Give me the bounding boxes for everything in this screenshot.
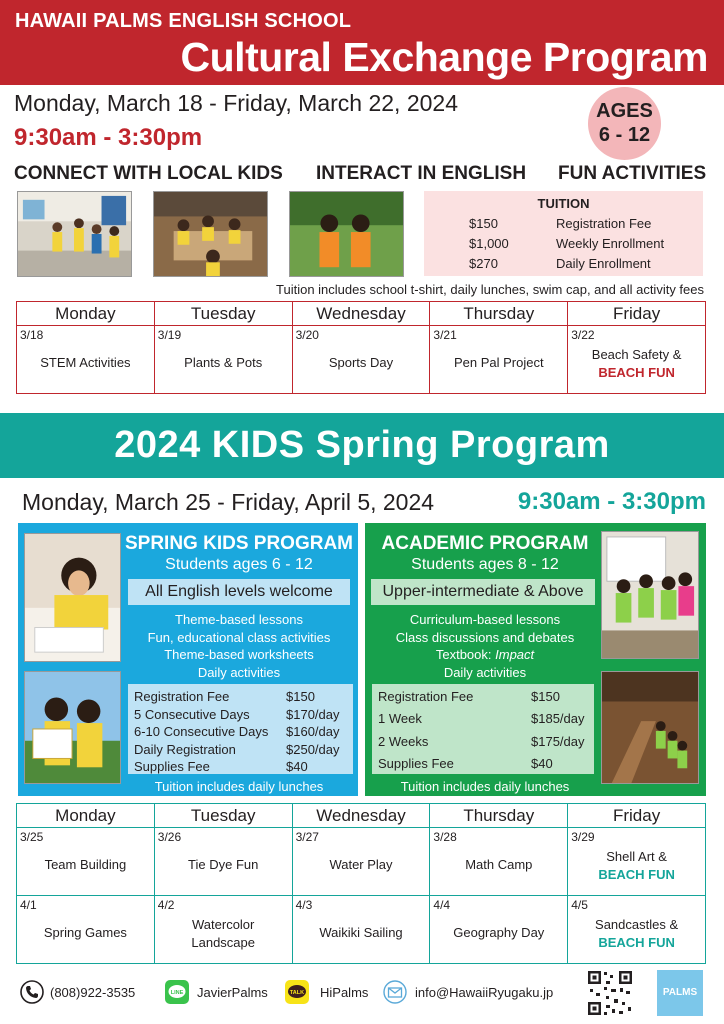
schedule-cell (568, 828, 706, 896)
cell-date: 3/25 (20, 830, 44, 844)
schedule-cell (154, 896, 292, 964)
spring-title: 2024 KIDS Spring Program (114, 424, 610, 466)
panel-line: Theme-based lessons (175, 612, 303, 627)
cell-activity: Water Play (329, 857, 393, 872)
schedule-cell (17, 828, 155, 896)
cell-activity: Watercolor (192, 917, 255, 932)
panel-lines (123, 611, 355, 681)
cell-activity: STEM Activities (40, 355, 131, 370)
fee-box (372, 684, 594, 774)
cell-activity: Math Camp (465, 857, 533, 872)
schedule-cell (154, 326, 292, 394)
panel-title: SPRING KIDS PROGRAM (124, 533, 354, 554)
school-name: HAWAII PALMS ENGLISH SCHOOL (15, 10, 352, 32)
panel-level: All English levels welcome (128, 579, 350, 605)
ages-badge (588, 87, 661, 160)
fee-label: 5 Consecutive Days (134, 706, 250, 722)
schedule-cell (292, 896, 430, 964)
exchange-time: 9:30am - 3:30pm (14, 124, 203, 151)
tuition-amount: $1,000 (469, 236, 509, 251)
photo-kids-table (153, 191, 268, 277)
contact-footer (0, 972, 724, 1022)
cell-date: 3/28 (433, 830, 457, 844)
cell-date: 4/3 (295, 898, 313, 912)
cell-date: 3/20 (295, 328, 319, 342)
cell-date: 3/29 (571, 830, 595, 844)
tuition-title: TUITION (537, 196, 590, 211)
schedule-cell (430, 896, 568, 964)
schedule-row (17, 326, 706, 394)
day-header: Thursday (430, 804, 568, 828)
phone-icon (20, 980, 44, 1004)
fee-value: $250/day (286, 741, 340, 757)
cell-activity: Pen Pal Project (453, 355, 544, 370)
panel-line: Curriculum-based lessons (409, 612, 561, 627)
schedule-cell (568, 896, 706, 964)
photo-classroom-dance (17, 191, 132, 277)
panel-line: Daily activities (197, 664, 281, 680)
cell-date: 3/27 (295, 830, 319, 844)
day-header: Friday (568, 804, 706, 828)
schedule-cell (17, 326, 155, 394)
cell-activity: Plants & Pots (184, 355, 263, 370)
cell-date: 4/1 (20, 898, 37, 912)
spring-banner (0, 413, 724, 478)
fee-label: Registration Fee (134, 689, 230, 704)
cell-date: 3/18 (20, 328, 44, 342)
day-header: Wednesday (292, 302, 430, 326)
cell-activity: Sandcastles & (595, 917, 679, 932)
feature-connect: CONNECT WITH LOCAL KIDS (14, 163, 283, 184)
photo-students-stairs (601, 671, 699, 784)
header-banner (0, 0, 724, 85)
schedule-cell (568, 326, 706, 394)
fee-value: $185/day (531, 711, 585, 726)
ages-value: 6 - 12 (598, 124, 651, 146)
fee-value: $40 (286, 759, 308, 774)
tuition-row (469, 216, 699, 236)
schedule-row (17, 896, 706, 964)
tuition-desc: Registration Fee (556, 216, 652, 231)
line-icon-text: LINE (170, 990, 184, 996)
fee-value: $150 (286, 689, 315, 704)
day-header: Monday (17, 804, 155, 828)
tuition-box (424, 191, 703, 276)
cell-date: 4/2 (157, 898, 175, 912)
cell-date: 4/5 (571, 898, 588, 912)
schedule-header-row (17, 804, 706, 828)
fee-label: 2 Weeks (378, 734, 429, 749)
page-title: Cultural Exchange Program (180, 34, 708, 80)
spring-time: 9:30am - 3:30pm (517, 488, 706, 515)
photo-students-group (601, 531, 699, 659)
cell-activity: Team Building (44, 857, 127, 872)
cell-activity-line2: Landscape (191, 935, 255, 950)
cell-activity: Sports Day (328, 355, 394, 370)
schedule-cell (292, 828, 430, 896)
palms-logo-text: PALMS (662, 987, 698, 998)
panel-line (370, 646, 600, 664)
panel-lines (370, 611, 600, 681)
panel-title: ACADEMIC PROGRAM (381, 533, 589, 554)
feature-fun: FUN ACTIVITIES (558, 163, 707, 184)
tuition-desc: Daily Enrollment (556, 256, 651, 271)
cell-activity-wrap (568, 346, 705, 382)
fee-value: $160/day (286, 724, 340, 739)
spring-dates: Monday, March 25 - Friday, April 5, 2024 (22, 489, 435, 515)
panel-line: Theme-based worksheets (164, 647, 314, 662)
fee-label: Daily Registration (134, 741, 236, 757)
fee-box (128, 684, 353, 774)
day-header: Wednesday (292, 804, 430, 828)
feature-interact: INTERACT IN ENGLISH (316, 163, 527, 184)
photo-girl-drawing (24, 533, 121, 662)
schedule-cell (430, 828, 568, 896)
fee-value: $150 (531, 689, 560, 704)
cell-date: 3/22 (571, 328, 595, 342)
photo-kids-field (289, 191, 404, 277)
exchange-dates: Monday, March 18 - Friday, March 22, 2024 (14, 90, 459, 116)
fee-value: $175/day (531, 734, 585, 749)
day-header: Tuesday (154, 302, 292, 326)
cell-activity-wrap (155, 916, 292, 952)
day-header: Tuesday (154, 804, 292, 828)
line-id[interactable]: JavierPalms (197, 985, 268, 1000)
tuition-amount: $150 (469, 216, 498, 231)
schedule-cell (154, 828, 292, 896)
fee-label: Registration Fee (378, 689, 474, 704)
fee-value: $170/day (286, 706, 340, 722)
schedule-header-row (17, 302, 706, 326)
schedule-cell (292, 326, 430, 394)
spring-schedule (16, 803, 706, 964)
tuition-row (469, 236, 699, 256)
cell-activity: Shell Art & (606, 849, 667, 864)
panel-level: Upper-intermediate & Above (371, 579, 595, 605)
cell-date: 4/4 (433, 898, 451, 912)
talk-icon-text: TALK (289, 990, 305, 996)
fee-value: $40 (531, 756, 553, 771)
cell-activity: Spring Games (43, 925, 127, 940)
panel-subtitle: Students ages 8 - 12 (411, 556, 559, 573)
textbook-title: Impact (495, 647, 535, 662)
panel-line: Class discussions and debates (395, 629, 575, 645)
cell-highlight: BEACH FUN (598, 365, 675, 380)
tuition-amount: $270 (469, 256, 498, 271)
tuition-desc: Weekly Enrollment (556, 236, 665, 251)
fee-label: 1 Week (378, 711, 422, 726)
ages-label: AGES (596, 100, 653, 122)
cell-highlight: BEACH FUN (598, 935, 675, 950)
palms-logo (657, 970, 703, 1016)
cell-activity-wrap (568, 848, 705, 884)
panel-footer: Tuition includes daily lunches (400, 779, 570, 794)
cell-activity: Tie Dye Fun (188, 857, 259, 872)
exchange-schedule (16, 301, 706, 394)
panel-line: Fun, educational class activities (147, 629, 331, 645)
talk-id[interactable]: HiPalms (320, 985, 369, 1000)
day-header: Thursday (430, 302, 568, 326)
panel-footer: Tuition includes daily lunches (154, 779, 324, 794)
phone-number[interactable]: (808)922-3535 (50, 985, 136, 1000)
schedule-row (17, 828, 706, 896)
kakaotalk-icon (285, 980, 309, 1004)
email-address[interactable]: info@HawaiiRyugaku.jp (415, 985, 554, 1000)
cell-highlight: BEACH FUN (598, 867, 675, 882)
cell-date: 3/19 (157, 328, 182, 342)
mail-icon (383, 980, 407, 1004)
cell-date: 3/26 (157, 830, 182, 844)
textbook-label: Textbook: (435, 647, 496, 662)
tuition-note: Tuition includes school t-shirt, daily lunches, swim cap, and all activity fees (276, 282, 704, 297)
cell-activity: Beach Safety & (591, 347, 682, 362)
cell-activity: Waikiki Sailing (319, 925, 403, 940)
fee-label: Supplies Fee (134, 759, 210, 774)
line-icon (165, 980, 189, 1004)
panel-line: Daily activities (443, 664, 527, 680)
cell-activity: Geography Day (453, 925, 545, 940)
cell-date: 3/21 (433, 328, 457, 342)
tuition-row (469, 256, 699, 276)
schedule-cell (17, 896, 155, 964)
fee-label: Supplies Fee (378, 756, 454, 771)
schedule-cell (430, 326, 568, 394)
day-header: Monday (17, 302, 155, 326)
cell-activity-wrap (568, 916, 705, 952)
photo-girls-certificate (24, 671, 121, 784)
qr-code[interactable] (586, 969, 634, 1017)
fee-label: 6-10 Consecutive Days (134, 724, 269, 739)
panel-subtitle: Students ages 6 - 12 (165, 556, 313, 573)
day-header: Friday (568, 302, 706, 326)
